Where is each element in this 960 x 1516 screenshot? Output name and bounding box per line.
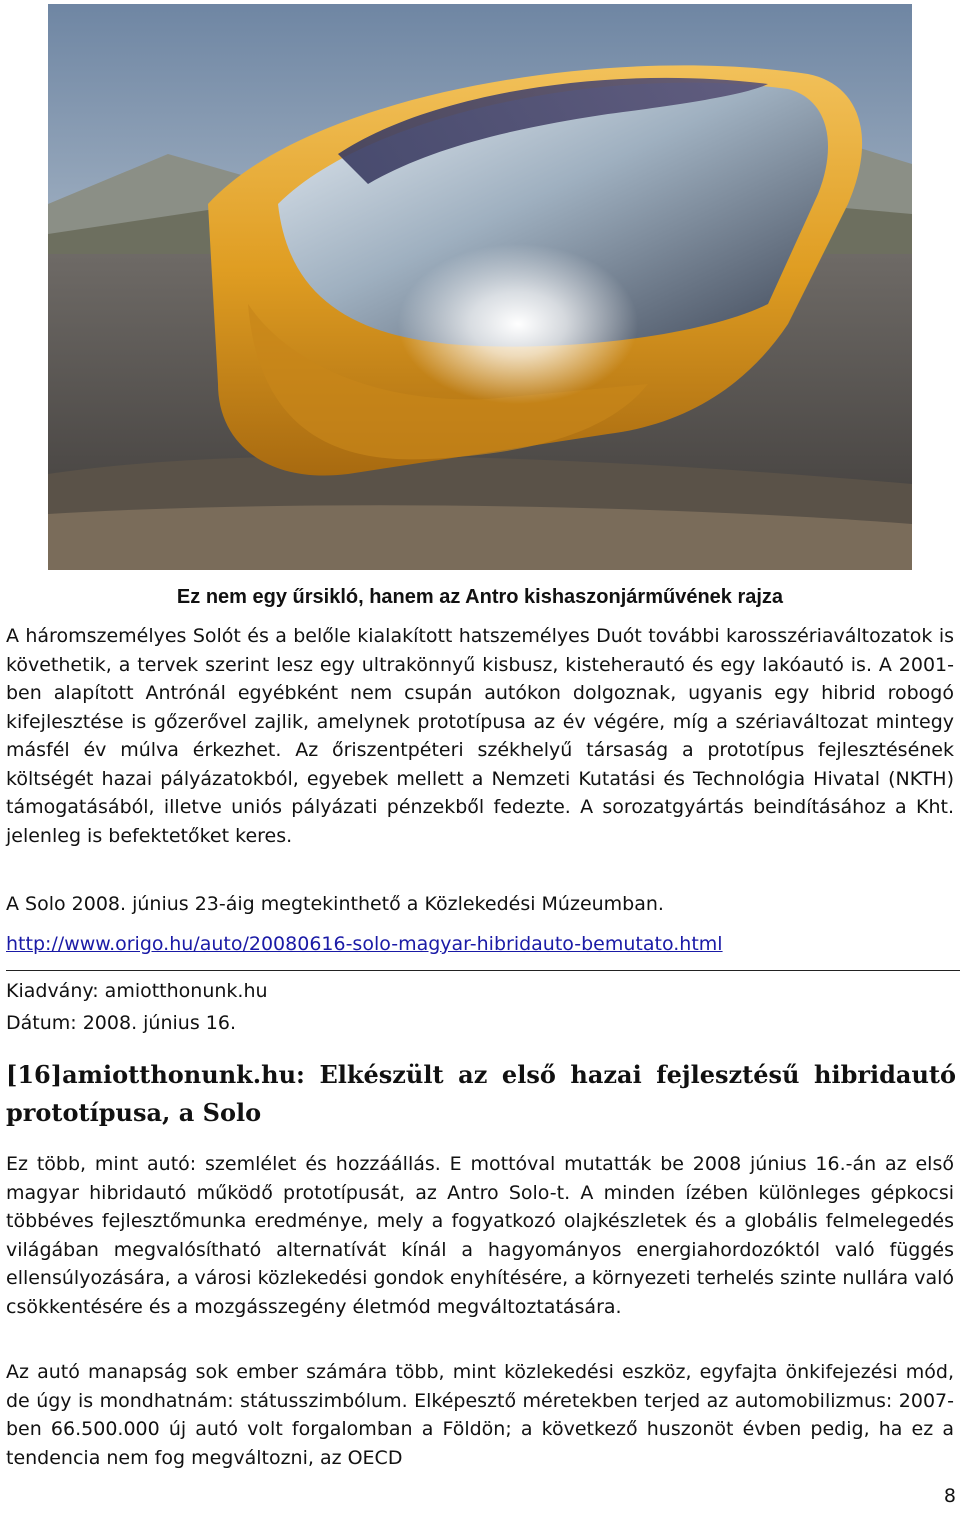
article-paragraph: Az autó manapság sok ember számára több, mint közlekedési eszköz, egyfajta önkifejezési mód, de úgy is mondhatnám: státusszimbólum. Elképesztő méretekben terjed az automobilizmus: 2007-ben 66.500.000 új autó volt forgalomban a Földön; a következő huszonöt évben pedig, ha ez a tendencia nem fog megváltozni, az OECD [6, 1361, 954, 1469]
divider [6, 970, 960, 971]
car-photo [48, 4, 912, 570]
article-heading: [16]amiotthonunk.hu: Elkészült az első hazai fejlesztésű hibridautó prototípusa, a Solo [6, 1060, 956, 1127]
article-paragraph: A háromszemélyes Solót és a belőle kialakított hatszemélyes Duót további karosszériaváltozatok is követhetik, a tervek szerint lesz egy ultrakönnyű kisbusz, kisteherautó és egy lakóautó is. A 2001-ben alapított Antrónál egyébként nem csupán autókon dolgoznak, ugyanis egy hibrid robogó kifejlesztése is gőzerővel zajlik, amelynek prototípusa az év végére, míg a szériaváltozat mintegy másfél év múlva érkezhet. Az őriszentpéteri székhelyű társaság a prototípus fejlesztésének költségét hazai pályázatokból, egyebek mellett a Nemzeti Kutatási és Technológia Hivatal (NKTH) támogatásából, illetve uniós pályázati pénzekből fedezte. A sorozatgyártás beindításához a Kht. jelenleg is befektetőket keres. [6, 625, 954, 847]
date-label: Dátum: 2008. június 16. [6, 1012, 236, 1034]
car-illustration [48, 4, 912, 570]
article-paragraph: Ez több, mint autó: szemlélet és hozzáállás. E mottóval mutatták be 2008 június 16.-án az első magyar hibridautó működő prototípusát, az Antro Solo-t. A minden ízében különleges gépkocsi többéves fejlesztőmunka eredménye, mely a fogyatkozó olajkészletek és a globális felmelegedés világában megvalósítható alternatívát kínál a hagyományos energiahordozóktól való függés ellensúlyozására, a városi közlekedési gondok enyhítésére, a környezeti terhelés szinte nullára való csökkentésére és a mozgásszegény életmód megváltoztatására. [6, 1153, 954, 1318]
image-caption: Ez nem egy űrsikló, hanem az Antro kishaszonjárművének rajza [176, 586, 784, 608]
page-number: 8 [943, 1485, 956, 1507]
publication-label: Kiadvány: amiotthonunk.hu [6, 980, 268, 1002]
museum-note: A Solo 2008. június 23-áig megtekinthető a Közlekedési Múzeumban. [6, 893, 664, 915]
source-link[interactable]: http://www.origo.hu/auto/20080616-solo-magyar-hibridauto-bemutato.html [6, 933, 723, 955]
